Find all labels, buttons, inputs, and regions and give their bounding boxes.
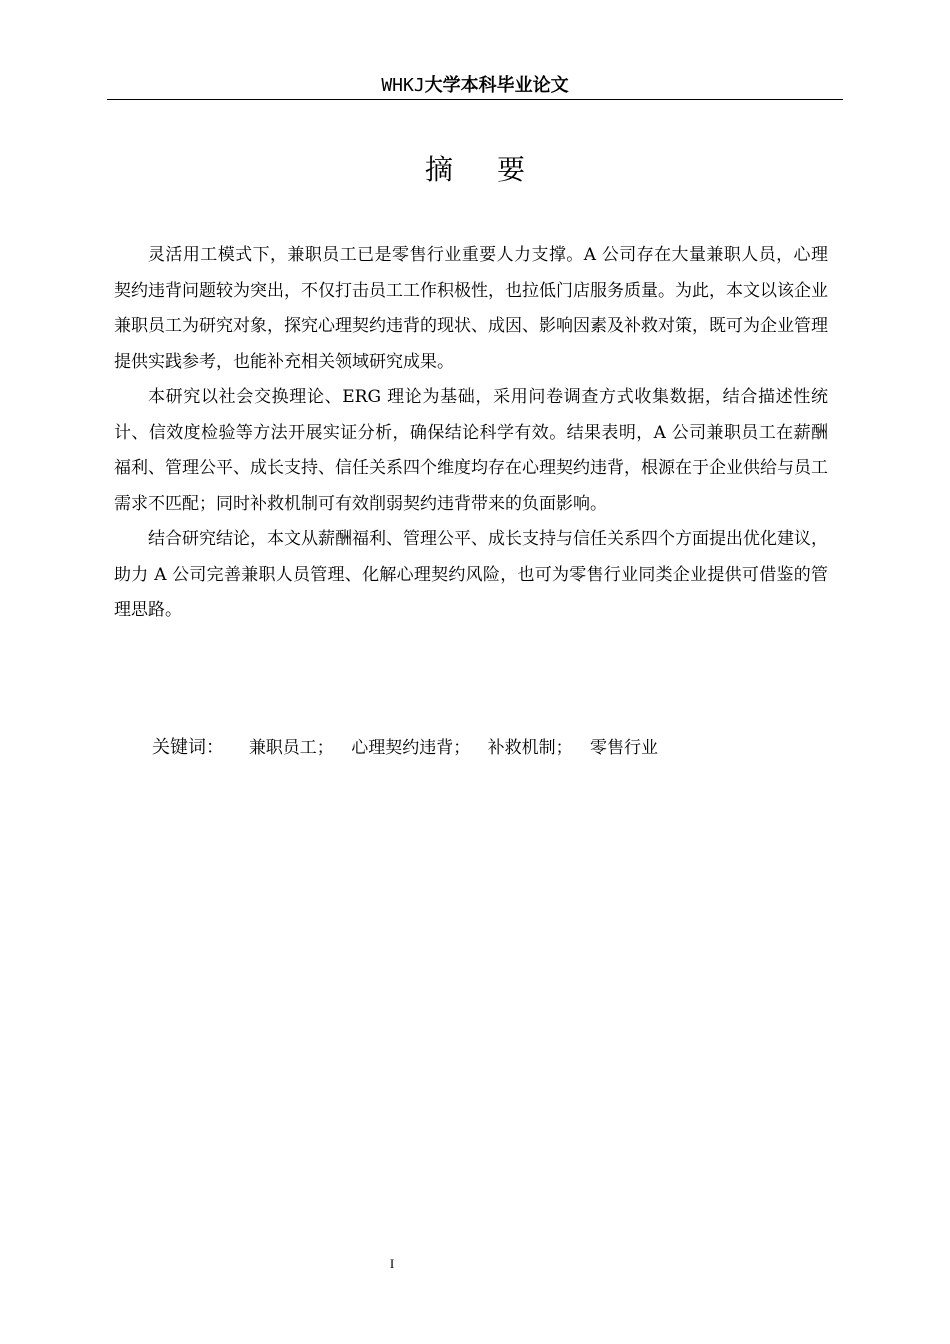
keyword-item: 兼职员工； [248, 738, 334, 758]
keywords-line [152, 731, 658, 765]
abstract-body [114, 238, 828, 629]
abstract-title: 摘要 [424, 153, 569, 186]
header-university: WHKJ [381, 75, 425, 96]
abstract-paragraph: 本研究以社会交换理论、ERG 理论为基础，采用问卷调查方式收集数据，结合描述性统计、信效度检验等方法开展实证分析，确保结论科学有效。结果表明，A 公司兼职员工在薪酬福利、管理公平、成长支持、信任关系四个维度均存在心理契约违背，根源在于企业供给与员工需求不匹配；同时补救机制可有效削弱契约违背带来的负面影响。 [114, 387, 828, 514]
header-thesis-label: 大学本科毕业论文 [424, 75, 569, 96]
running-header [107, 72, 843, 100]
keyword-item: 零售行业 [590, 738, 659, 758]
page-number: I [389, 1256, 395, 1271]
keyword-item: 补救机制； [487, 738, 573, 758]
abstract-paragraph: 结合研究结论，本文从薪酬福利、管理公平、成长支持与信任关系四个方面提出优化建议，助力 A 公司完善兼职人员管理、化解心理契约风险，也可为零售行业同类企业提供可借鉴的管理思路。 [114, 529, 828, 620]
keyword-item: 心理契约违背； [351, 738, 471, 758]
abstract-paragraph: 灵活用工模式下，兼职员工已是零售行业重要人力支撑。A 公司存在大量兼职人员，心理契约违背问题较为突出，不仅打击员工工作积极性，也拉低门店服务质量。为此，本文以该企业兼职员工为研究对象，探究心理契约违背的现状、成因、影响因素及补救对策，既可为企业管理提供实践参考，也能补充相关领域研究成果。 [114, 245, 828, 372]
keywords-label: 关键词： [152, 737, 224, 758]
